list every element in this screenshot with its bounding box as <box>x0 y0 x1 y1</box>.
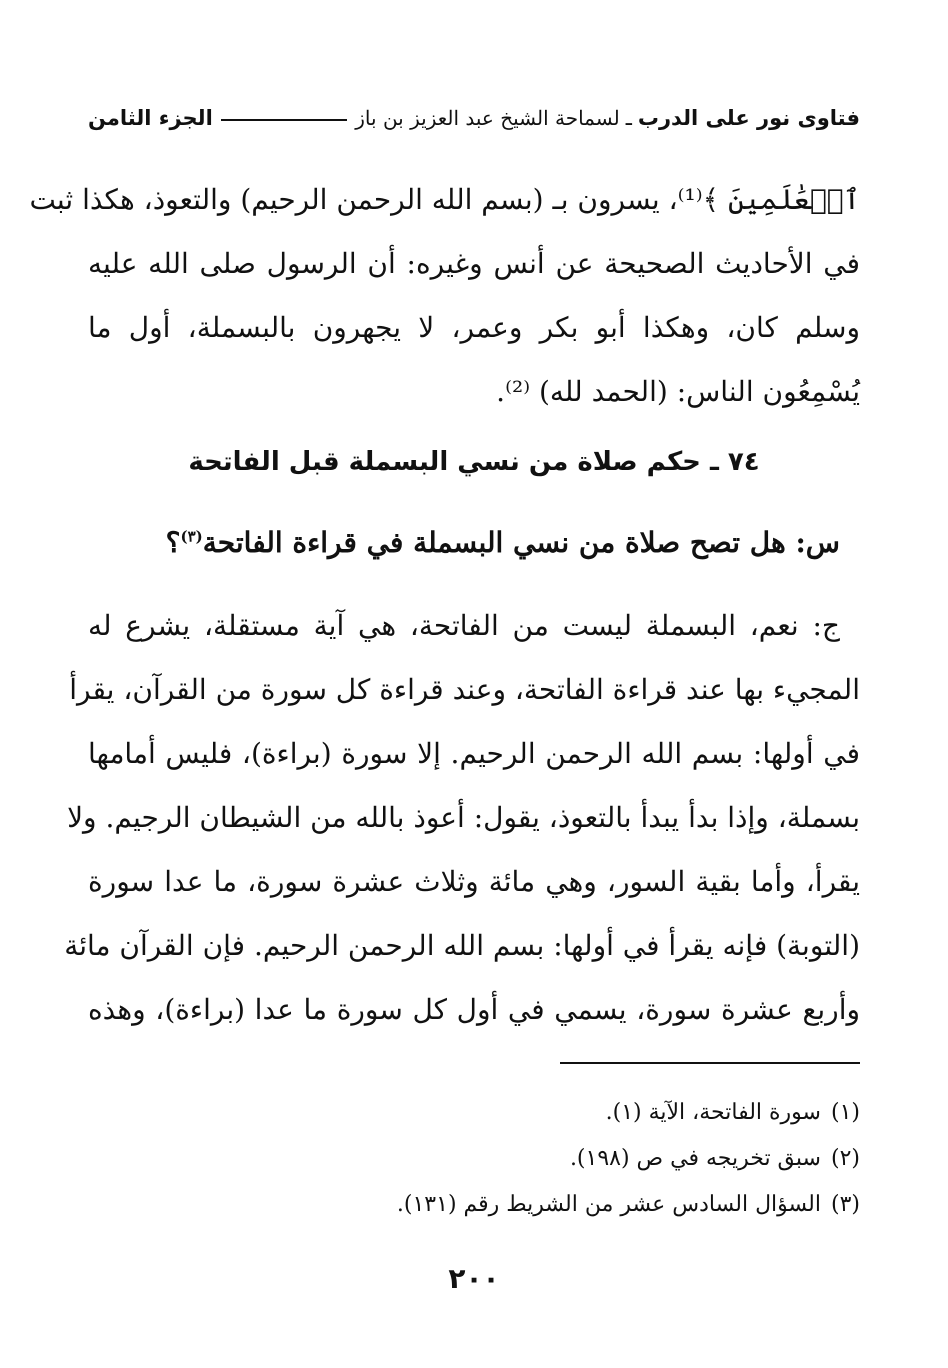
footnote-item <box>88 1136 860 1182</box>
text-line: ٱلۡعَٰلَمِينَ ﴾⁽¹⁾، يسرون بـ (بسم الله الرحمن الرحيم) والتعوذ، هكذا ثبت <box>29 183 860 216</box>
text-line: يقرأ، وأما بقية السور، وهي مائة وثلاث عشرة سورة، ما عدا سورة <box>88 865 860 898</box>
text-line: وأربع عشرة سورة، يسمي في أول كل سورة ما عدا (براءة)، وهذه <box>88 993 860 1026</box>
footnote-ref: (٣) <box>180 527 203 546</box>
running-header <box>88 98 860 138</box>
header-rule <box>221 119 347 121</box>
text-line: في أولها: بسم الله الرحمن الرحيم. إلا سورة (براءة)، فليس أمامها <box>88 737 860 770</box>
text-line: ج: نعم، البسملة ليست من الفاتحة، هي آية مستقلة، يشرع له <box>88 609 840 642</box>
footnote-number: (٣) <box>830 1192 860 1217</box>
text-line: وسلم كان، وهكذا أبو بكر وعمر، لا يجهرون بالبسملة، أول ما <box>88 311 860 344</box>
question-text: س: هل تصح صلاة من نسي البسملة في قراءة الفاتحة <box>202 526 840 559</box>
header-volume: الجزء الثامن <box>88 106 213 130</box>
footnote-text: سبق تخريجه في ص (١٩٨). <box>569 1146 821 1171</box>
question <box>88 518 860 568</box>
text-line: في الأحاديث الصحيحة عن أنس وغيره: أن الرسول صلى الله عليه <box>88 247 860 280</box>
footnote-text: السؤال السادس عشر من الشريط رقم (١٣١). <box>396 1192 821 1217</box>
intro-paragraph <box>29 168 860 424</box>
footnote-number: (٢) <box>830 1146 860 1171</box>
text-line: يُسْمِعُون الناس: (الحمد لله) ⁽²⁾. <box>496 375 860 408</box>
footnote-item <box>88 1182 860 1228</box>
footnote-text: سورة الفاتحة، الآية (١). <box>605 1100 821 1125</box>
section-title: ٧٤ ـ حكم صلاة من نسي البسملة قبل الفاتحة <box>188 447 760 477</box>
header-book-title: فتاوى نور على الدرب <box>637 106 860 130</box>
answer-paragraph <box>64 594 860 1042</box>
footnote-number: (١) <box>830 1100 860 1125</box>
text-line: (التوبة) فإنه يقرأ في أولها: بسم الله الرحمن الرحيم. فإن القرآن مائة <box>64 929 860 962</box>
footnotes <box>88 1090 860 1228</box>
page-number: ٢٠٠ <box>448 1262 500 1295</box>
text-line: المجيء بها عند قراءة الفاتحة، وعند قراءة كل سورة من القرآن، يقرأ <box>69 673 860 706</box>
footnote-item <box>88 1090 860 1136</box>
header-author: لسماحة الشيخ عبد العزيز بن باز <box>355 106 620 130</box>
text-line: بسملة، وإذا بدأ يبدأ بالتعوذ، يقول: أعوذ بالله من الشيطان الرجيم. ولا <box>67 801 860 834</box>
header-separator: ـ <box>625 106 632 130</box>
question-mark: ؟ <box>165 526 181 559</box>
footnote-separator <box>560 1062 860 1064</box>
